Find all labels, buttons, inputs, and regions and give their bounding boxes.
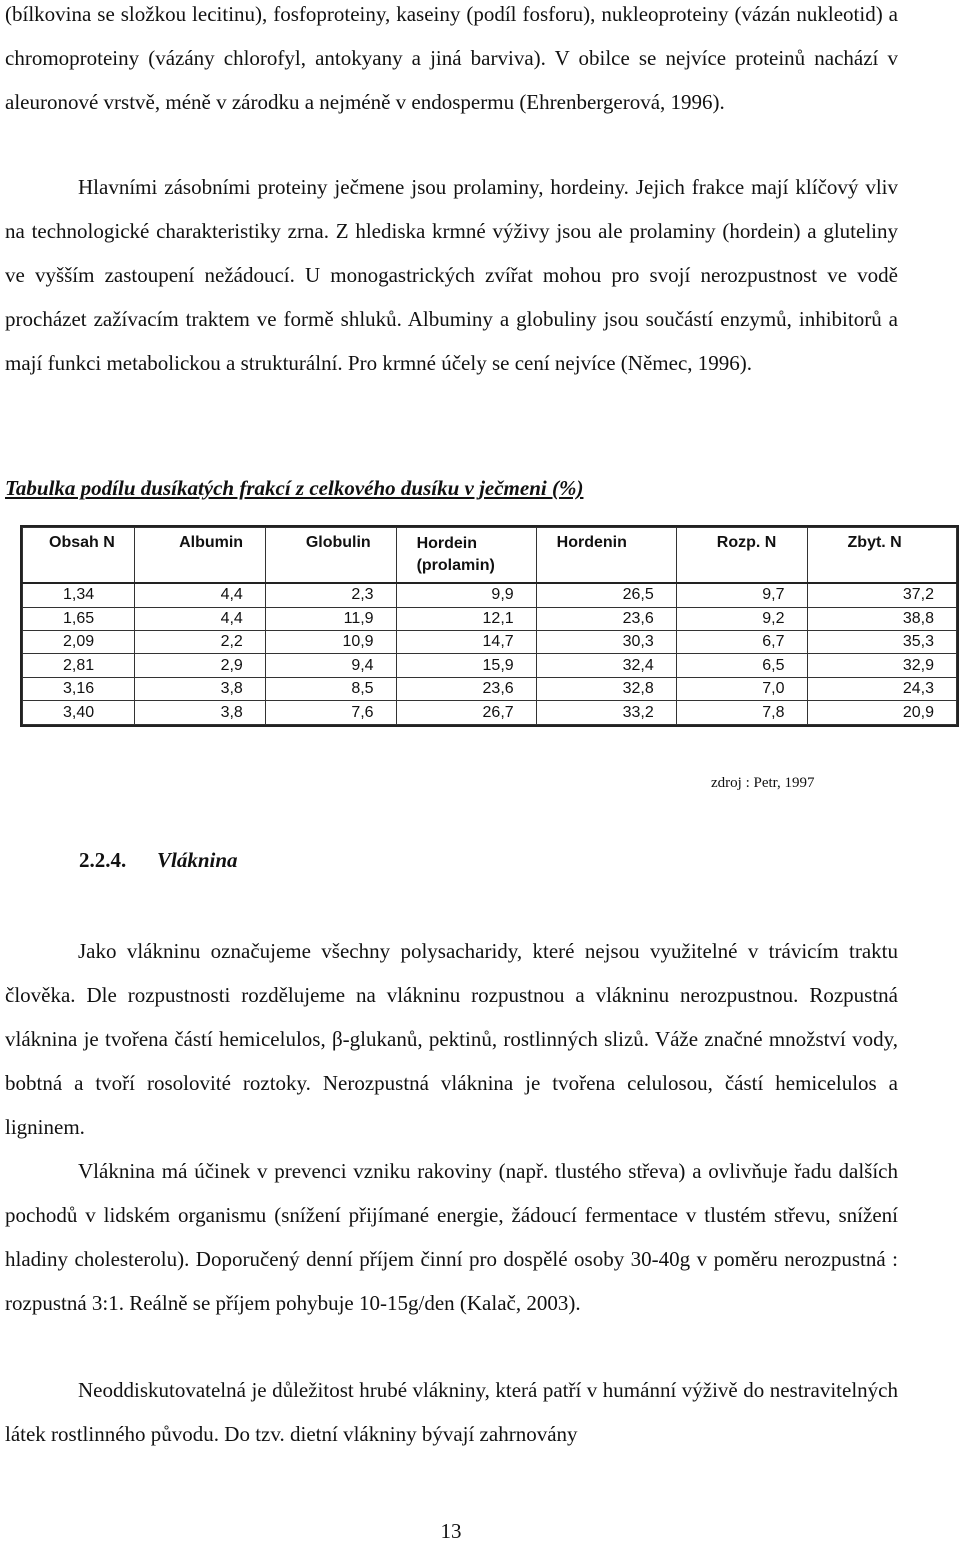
table-cell: 12,1 (396, 607, 536, 630)
section-number: 2.2.4. (79, 848, 127, 872)
table-cell: 9,9 (396, 583, 536, 607)
table-row (23, 607, 957, 630)
table-cell: 15,9 (396, 654, 536, 677)
header-globulin: Globulin (265, 528, 396, 584)
header-obsah-n: Obsah N (23, 528, 135, 584)
paragraph-fiber-definition (5, 929, 898, 1149)
table-cell: 3,8 (135, 677, 266, 700)
table-cell: 35,3 (807, 630, 956, 653)
table-cell: 3,40 (23, 701, 135, 725)
table-cell: 1,65 (23, 607, 135, 630)
table-cell: 6,7 (676, 630, 807, 653)
nitrogen-fractions-table (20, 525, 959, 727)
table-row (23, 677, 957, 700)
table-cell: 2,9 (135, 654, 266, 677)
table-cell: 14,7 (396, 630, 536, 653)
header-zbyt-n: Zbyt. N (807, 528, 956, 584)
header-hordenin: Hordenin (536, 528, 676, 584)
page-number: 13 (440, 1519, 462, 1543)
table-row (23, 654, 957, 677)
table-row (23, 630, 957, 653)
table-cell: 3,16 (23, 677, 135, 700)
table-row (23, 583, 957, 607)
paragraph-fiber-effects-text: Vláknina má účinek v prevenci vzniku rakoviny (např. tlustého střeva) a ovlivňuje řadu dalších pochodů v lidském organismu (snížení přijímané energie, žádoucí fermentace v tlustém střevu, snížení hladiny cholesterolu). Doporučený denní příjem činní pro dospělé osoby 30-40g v poměru nerozpustná : rozpustná 3:1. Reálně se příjem pohybuje 10-15g/den (Kalač, 2003). (5, 1159, 898, 1315)
paragraph-storage-proteins (5, 165, 898, 385)
paragraph-fiber-effects (5, 1149, 898, 1325)
table-title: Tabulka podílu dusíkatých frakcí z celkového dusíku v ječmeni (%) (5, 476, 584, 500)
table-cell: 1,34 (23, 583, 135, 607)
table-cell: 26,7 (396, 701, 536, 725)
table-cell: 7,0 (676, 677, 807, 700)
table-cell: 33,2 (536, 701, 676, 725)
table-cell: 10,9 (265, 630, 396, 653)
table-cell: 32,4 (536, 654, 676, 677)
table-header-row (23, 528, 957, 584)
paragraph-crude-fiber-text: Neoddiskutovatelná je důležitost hrubé vlákniny, která patří v humánní výživě do nestravitelných látek rostlinného původu. Do tzv. dietní vlákniny bývají zahrnovány (5, 1378, 898, 1446)
table-source: zdroj : Petr, 1997 (711, 775, 815, 791)
table-cell: 37,2 (807, 583, 956, 607)
table-cell: 3,8 (135, 701, 266, 725)
table-cell: 23,6 (396, 677, 536, 700)
table-cell: 2,81 (23, 654, 135, 677)
table-cell: 9,4 (265, 654, 396, 677)
table-cell: 32,8 (536, 677, 676, 700)
table-cell: 8,5 (265, 677, 396, 700)
header-hordein-sub: (prolamin) (416, 557, 495, 574)
header-rozp-n: Rozp. N (676, 528, 807, 584)
header-hordein (396, 528, 536, 584)
paragraph-fiber-definition-text: Jako vlákninu označujeme všechny polysacharidy, které nejsou využitelné v trávicím traktu člověka. Dle rozpustnosti rozdělujeme na vlákninu rozpustnou a vlákninu nerozpustnou. Rozpustná vláknina je tvořena částí hemicelulos, β-glukanů, pektinů, rostlinných slizů. Váže značné množství vody, bobtná a tvoří rosolovité roztoky. Nerozpustná vláknina je tvořena celulosou, částí hemicelulos a ligninem. (5, 939, 898, 1139)
section-title: Vláknina (157, 848, 238, 872)
table-cell: 38,8 (807, 607, 956, 630)
table-cell: 4,4 (135, 607, 266, 630)
table-cell: 7,8 (676, 701, 807, 725)
table-cell: 4,4 (135, 583, 266, 607)
table-row (23, 701, 957, 725)
nitrogen-fractions-grid (22, 527, 957, 725)
paragraph-proteins-intro: (bílkovina se složkou lecitinu), fosfoproteiny, kaseiny (podíl fosforu), nukleoproteiny (vázán nukleotid) a chromoproteiny (vázány chlorofyl, antokyany a jiná barviva). V obilce se nejvíce proteinů nachází v aleuronové vrstvě, méně v zárodku a nejméně v endospermu (Ehrenbergerová, 1996). (5, 2, 898, 114)
table-cell: 2,3 (265, 583, 396, 607)
paragraph-storage-proteins-text: Hlavními zásobními proteiny ječmene jsou prolaminy, hordeiny. Jejich frakce mají klíčový vliv na technologické charakteristiky zrna. Z hlediska krmné výživy jsou ale prolaminy (hordein) a gluteliny ve vyšším zastoupení nežádoucí. U monogastrických zvířat mohou pro svojí nerozpustnost ve vodě procházet zažívacím traktem ve formě shluků. Albuminy a globuliny jsou součástí enzymů, inhibitorů a mají funkci metabolickou a strukturální. Pro krmné účely se cení nejvíce (Němec, 1996). (5, 175, 898, 375)
header-hordein-label: Hordein (416, 535, 478, 552)
table-cell: 20,9 (807, 701, 956, 725)
header-albumin: Albumin (135, 528, 266, 584)
paragraph-crude-fiber (5, 1368, 898, 1456)
table-cell: 24,3 (807, 677, 956, 700)
table-cell: 2,09 (23, 630, 135, 653)
table-cell: 6,5 (676, 654, 807, 677)
table-cell: 11,9 (265, 607, 396, 630)
section-heading (79, 848, 238, 873)
table-cell: 23,6 (536, 607, 676, 630)
table-cell: 9,2 (676, 607, 807, 630)
table-cell: 7,6 (265, 701, 396, 725)
table-cell: 2,2 (135, 630, 266, 653)
table-cell: 9,7 (676, 583, 807, 607)
table-cell: 26,5 (536, 583, 676, 607)
table-cell: 30,3 (536, 630, 676, 653)
table-cell: 32,9 (807, 654, 956, 677)
